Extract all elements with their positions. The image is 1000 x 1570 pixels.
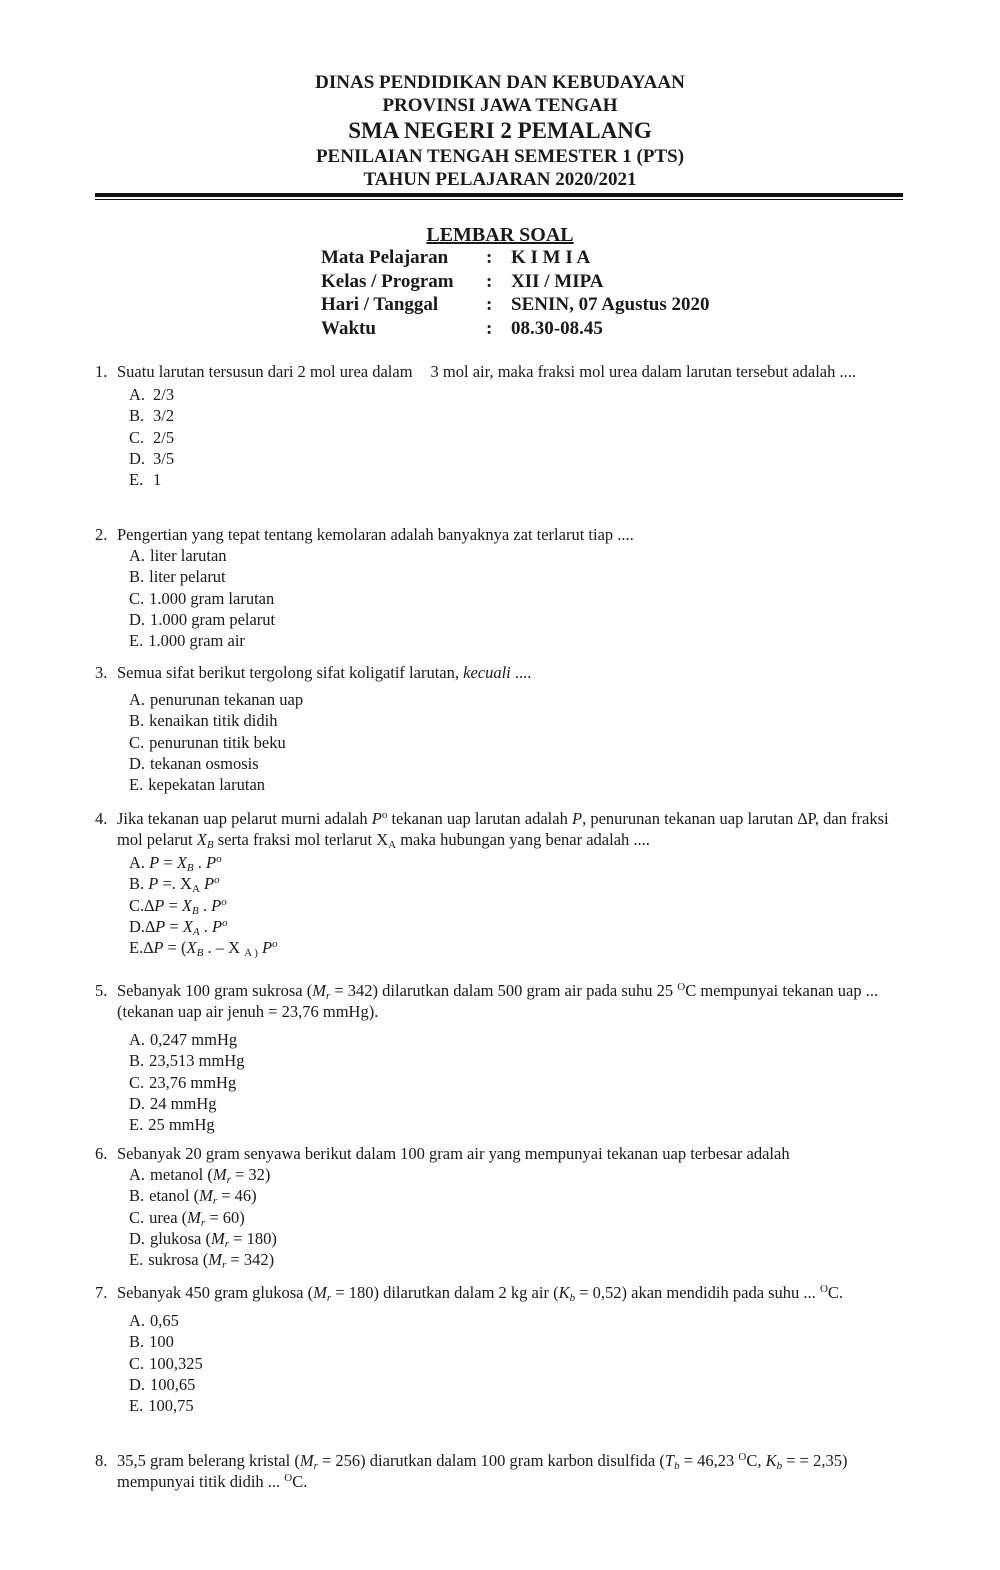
option-b[interactable]: B. 100: [129, 1332, 174, 1352]
option-b[interactable]: B. 23,513 mmHg: [129, 1051, 245, 1071]
header-agency: DINAS PENDIDIKAN DAN KEBUDAYAAN: [315, 72, 685, 93]
question-6: [95, 1143, 915, 1270]
option-d[interactable]: D. 24 mmHg: [129, 1093, 217, 1113]
option-c[interactable]: C. urea $(M_r = 60)$: [129, 1207, 245, 1229]
header-year: TAHUN PELAJARAN 2020/2021: [363, 169, 637, 190]
info-label: Waktu: [321, 317, 376, 339]
option-e[interactable]: E. 1.000 gram air: [129, 631, 245, 651]
option-e[interactable]: E. 100,75: [129, 1396, 194, 1416]
option-e[interactable]: E. 1: [129, 470, 162, 490]
question-8: [95, 1450, 915, 1492]
option-a[interactable]: A. 0,65: [129, 1311, 179, 1330]
option-d[interactable]: D. tekanan osmosis: [129, 753, 259, 773]
option-d[interactable]: D. 100,65: [129, 1374, 196, 1394]
header-divider: [95, 193, 903, 197]
option-d[interactable]: $D.\Delta P = X_A$ . $P^o$: [129, 916, 228, 938]
info-label: Kelas / Program: [321, 270, 454, 292]
question-3: [95, 662, 915, 795]
question-5: [95, 980, 915, 1135]
info-value: 08.30-08.45: [511, 317, 603, 339]
option-a[interactable]: A. metanol $(M_r = 32)$: [129, 1165, 271, 1186]
info-value: XII / MIPA: [511, 270, 604, 292]
question-7: [95, 1282, 915, 1416]
option-c[interactable]: C. penurunan titik beku: [129, 732, 286, 752]
option-c[interactable]: C. 23,76 mmHg: [129, 1072, 237, 1092]
question-2: [95, 524, 915, 651]
option-b[interactable]: B. P =. $X_A$ $P^o$: [129, 874, 220, 896]
question-stem: 4. Jika tekanan uap pelarut murni adalah $P^o$ tekanan uap larutan adalah P, penurunan tekanan uap larutan ∆P, dan fraksi mol pelarut $X_B$ serta fraksi mol terlarut $X_A$ maka hubungan yang benar adalah ....: [95, 809, 889, 851]
option-a[interactable]: A. 2/3: [129, 385, 175, 404]
question-stem: 1. Suatu larutan tersusun dari 2 mol urea dalam 3 mol air, maka fraksi mol urea dalam larutan tersebut adalah ....: [95, 362, 856, 381]
header-province: PROVINSI JAWA TENGAH: [382, 95, 618, 116]
question-1: [95, 361, 915, 490]
option-e[interactable]: E. kepekatan larutan: [129, 775, 266, 795]
exam-sheet: DINAS PENDIDIKAN DAN KEBUDAYAAN PROVINSI JAWA TENGAH SMA NEGERI 2 PEMALANG PENILAIAN TENGAH SEMESTER 1 (PTS) TAHUN PELAJARAN 2020/2021 LEMBAR SOAL Mata Pelajaran : K I M I A Kelas / Program : XII / MIPA Hari / Tanggal : SENIN, 07 Agustus 2020 Waktu : 08.30-08.45 1. Suatu larutan tersusun dari 2 mol urea dalam 3 mol air, maka fraksi mol urea dalam larutan tersebut adalah .... A. 2/3 B. 3/2 C. 2/5 D. 3/5 E. 1 2. Pengertian yang tepat tentang kemolaran adalah banyaknya zat terlarut tiap .... A. liter larutan B. liter pelarut C. 1.000 gram larutan D. 1.000 gram pelarut E. 1.000 gram air 3. Semua sifat berikut tergolong sifat koligatif larutan, kecuali .... A. penurunan tekanan uap B. kenaikan titik didih C. penurunan titik beku D. tekanan osmosis E. kepekatan larutan 4. Jika tekanan uap pelarut murni adalah $P^o$ tekanan uap larutan adalah P, penurunan tekanan uap larutan ∆P, dan fraksi mol pelarut $X_B$ serta fraksi mol terlarut $X_A$ maka hubungan yang benar adalah .... A. $P = X_B$ . $P^o$ B. P =. $X_A$ $P^o$ $C.\Delta P = X_B$ . $P^o$ $D.\Delta P = X_A$ . $P^o$ $E.\Delta P = (X_B$ . – X $_{A )}$ $P^o$ 5. Sebanyak 100 gram sukrosa $(M_r = 342)$ dilarutkan dalam 500 gram air pada suhu 25 $^O$C mempunyai tekanan uap ... (tekanan uap air jenuh = 23,76 mmHg). A. 0,247 mmHg B. 23,513 mmHg C. 23,76 mmHg D. 24 mmHg E. 25 mmHg 6. Sebanyak 20 gram senyawa berikut dalam 100 gram air yang mempunyai tekanan uap terbesar adalah A. metanol $(M_r = 32)$ B. etanol $(M_r = 46)$ C. urea $(M_r = 60)$ D. glukosa $(M_r = 180)$ E. sukrosa $(M_r = 342)$ 7. Sebanyak 450 gram glukosa $(M_r = 180)$ dilarutkan dalam 2 kg air $(K_b = 0,52)$ akan mendidih pada suhu ... $^O$C. A. 0,65 B. 100 C. 100,325 D. 100,65 E. 100,75 8. 35,5 gram belerang kristal $(M_r = 256)$ diarutkan dalam 100 gram karbon disulfida ($T_b = 46,23$ $^O$C, $K_b$ = = 2,35) mempunyai titik didih ... $^O$C.: [0, 0, 1000, 1570]
sheet-title: LEMBAR SOAL: [426, 224, 574, 246]
option-e[interactable]: E. 25 mmHg: [129, 1115, 215, 1135]
option-c[interactable]: C. 1.000 gram larutan: [129, 588, 275, 608]
option-b[interactable]: B. kenaikan titik didih: [129, 711, 278, 731]
question-stem: 7. Sebanyak 450 gram glukosa $(M_r = 180)$ dilarutkan dalam 2 kg air $(K_b = 0,52)$ akan mendidih pada suhu ... $^O$C.: [95, 1283, 844, 1304]
header-exam: PENILAIAN TENGAH SEMESTER 1 (PTS): [315, 146, 685, 167]
option-a[interactable]: A. 0,247 mmHg: [129, 1030, 238, 1049]
question-4: [95, 808, 910, 958]
info-value: SENIN, 07 Agustus 2020: [511, 294, 710, 315]
option-b[interactable]: B. 3/2: [129, 406, 175, 426]
question-stem: 2. Pengertian yang tepat tentang kemolaran adalah banyaknya zat terlarut tiap ....: [95, 525, 634, 544]
option-d[interactable]: D. glukosa $(M_r = 180)$: [129, 1228, 277, 1250]
option-c[interactable]: C. 2/5: [129, 427, 175, 447]
option-c[interactable]: C. 100,325: [129, 1353, 203, 1373]
option-a[interactable]: A. liter larutan: [129, 546, 227, 565]
option-b[interactable]: B. etanol $(M_r = 46)$: [129, 1186, 257, 1208]
option-c[interactable]: $C.\Delta P = X_B$ . $P^o$: [129, 895, 227, 917]
option-a[interactable]: A. penurunan tekanan uap: [129, 690, 304, 709]
info-label: Hari / Tanggal: [321, 294, 439, 315]
info-value: K I M I A: [511, 247, 591, 268]
option-a[interactable]: A. $P = X_B$ . $P^o$: [129, 853, 222, 874]
question-stem: 5. Sebanyak 100 gram sukrosa $(M_r = 342)$ dilarutkan dalam 500 gram air pada suhu 25 $^O$C mempunyai tekanan uap ... (tekanan uap air jenuh = 23,76 mmHg).: [95, 981, 879, 1021]
header-school: SMA NEGERI 2 PEMALANG: [348, 118, 652, 143]
option-d[interactable]: D. 3/5: [129, 448, 175, 468]
option-e[interactable]: $E.\Delta P = (X_B$ . – X $_{A )}$ $P^o$: [129, 938, 278, 960]
question-stem: 6. Sebanyak 20 gram senyawa berikut dalam 100 gram air yang mempunyai tekanan uap terbesar adalah: [95, 1144, 790, 1163]
header-divider-thin: [95, 199, 903, 200]
option-e[interactable]: E. sukrosa $(M_r = 342)$: [129, 1250, 275, 1272]
question-stem: 8. 35,5 gram belerang kristal $(M_r = 256)$ diarutkan dalam 100 gram karbon disulfida ($T_b = 46,23$ $^O$C, $K_b$ = = 2,35) mempunyai titik didih ... $^O$C.: [95, 1451, 848, 1491]
option-b[interactable]: B. liter pelarut: [129, 567, 226, 587]
question-stem: 3. Semua sifat berikut tergolong sifat koligatif larutan, kecuali ....: [95, 663, 532, 682]
info-label: Mata Pelajaran: [321, 247, 449, 268]
option-d[interactable]: D. 1.000 gram pelarut: [129, 609, 276, 629]
